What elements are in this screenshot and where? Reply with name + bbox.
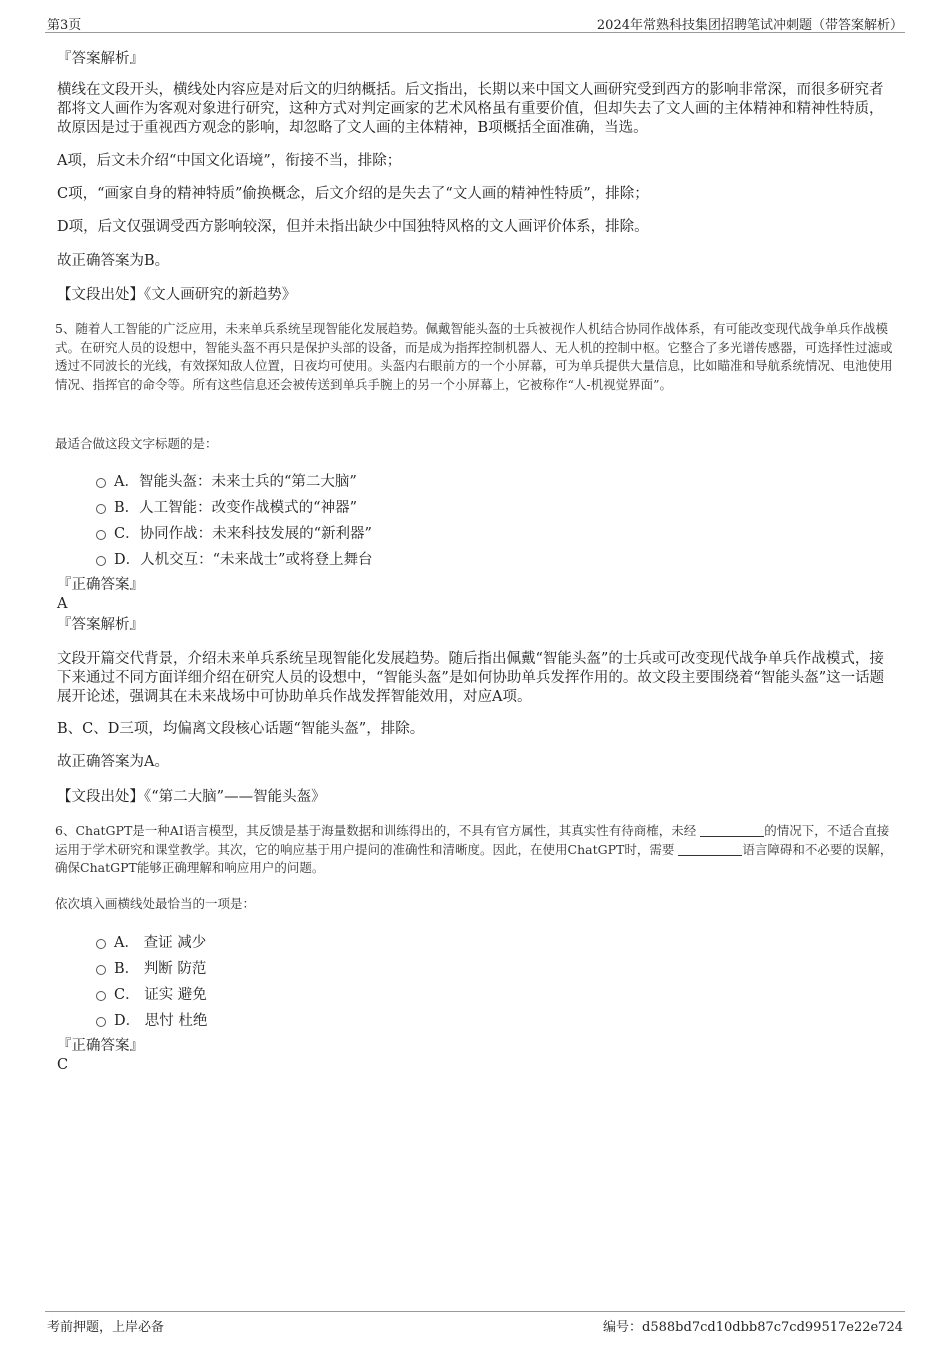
q5-option-d[interactable]: D．人机交互：“未来战士”或将登上舞台 [96, 548, 372, 569]
fill-blank-2 [678, 843, 742, 856]
q4-analysis: 横线在文段开头，横线处内容应是对后文的归纳概括。后文指出，长期以来中国文人画研究受到西方的影响非常深，而很多研究者都将文人画作为客观对象进行研究，这种方式对判定画家的艺术风格虽有重要价值，但却失去了文人画的主体精神和精神性特质，故原因是过于重视西方观念的影响，却忽略了文人画的主体精神，B项概括全面准确，当选。 [57, 82, 884, 136]
radio-icon[interactable] [96, 530, 106, 540]
q4-d-note: D项，后文仅强调受西方影响较深，但并未指出缺少中国独特风格的文人画评价体系，排除。 [57, 219, 649, 235]
q5-analysis-label: 『答案解析』 [57, 617, 144, 633]
q5-bcd-note: B、C、D三项，均偏离文段核心话题“智能头盔”，排除。 [57, 721, 425, 737]
q5-conclusion: 故正确答案为A。 [57, 754, 169, 770]
page-footer [45, 1311, 905, 1336]
q5-question: 最适合做这段文字标题的是： [55, 436, 218, 451]
radio-icon[interactable] [96, 991, 106, 1001]
q4-conclusion: 故正确答案为B。 [57, 253, 170, 269]
q5-answer: A [57, 596, 68, 612]
radio-icon[interactable] [96, 1017, 106, 1027]
q6-question: 依次填入画横线处最恰当的一项是： [55, 896, 256, 911]
radio-icon[interactable] [96, 504, 106, 514]
q5-option-c[interactable]: C．协同作战：未来科技发展的“新利器” [96, 522, 372, 543]
q5-option-b[interactable]: B．人工智能：改变作战模式的“神器” [96, 496, 357, 517]
q5-source: 【文段出处】《“第二大脑”——智能头盔》 [57, 789, 326, 805]
q6-answer-label: 『正确答案』 [57, 1038, 144, 1054]
radio-icon[interactable] [96, 939, 106, 949]
q5-stem: 5、随着人工智能的广泛应用，未来单兵系统呈现智能化发展趋势。佩戴智能头盔的士兵被视作人机结合协同作战体系，有可能改变现代战争单兵作战模式。在研究人员的设想中，智能头盔不再只是保护头部的设备，而是成为指挥控制机器人、无人机的控制中枢。它整合了多光谱传感器，可选择性过滤或透过不同波长的光线，有效探知敌人位置，日夜均可使用。头盔内右眼前方的一个小屏幕，可为单兵提供大量信息，比如瞄准和导航系统情况、电池使用情况、指挥官的命令等。所有这些信息还会被传送到单兵手腕上的另一个小屏幕上，它被称作“人-机视觉界面”。 [55, 321, 893, 392]
radio-icon[interactable] [96, 965, 106, 975]
q6-option-b[interactable]: B． 判断 防范 [96, 957, 206, 978]
radio-icon[interactable] [96, 556, 106, 566]
q4-analysis-label: 『答案解析』 [57, 51, 144, 67]
q4-a-note: A项，后文未介绍“中国文化语境”，衔接不当，排除； [57, 153, 402, 169]
q6-stem: 6、ChatGPT是一种AI语言模型，其反馈是基于海量数据和训练得出的，不具有官方属性，其真实性有待商榷，未经 的情况下，不适合直接运用于学术研究和课堂教学。其次，它的响应基于用户提问的准确性和清晰度。因此，在使用ChatGPT时，需要 语言障碍和不必要的误解，确保ChatGPT能够正确理解和响应用户的问题。 [55, 823, 893, 875]
footer-slogan: 考前押题，上岸必备 [47, 1320, 165, 1335]
page-number: 第3页 [47, 18, 82, 33]
q6-option-c[interactable]: C． 证实 避免 [96, 983, 207, 1004]
q5-answer-label: 『正确答案』 [57, 577, 144, 593]
footer-code: 编号：d588bd7cd10dbb87c7cd99517e22e724 [603, 1320, 903, 1335]
radio-icon[interactable] [96, 478, 106, 488]
q6-option-a[interactable]: A． 查证 减少 [96, 931, 206, 952]
q6-option-d[interactable]: D． 思忖 杜绝 [96, 1009, 207, 1030]
q5-option-a[interactable]: A．智能头盔：未来士兵的“第二大脑” [96, 470, 357, 491]
page-header [45, 12, 905, 33]
document-title: 2024年常熟科技集团招聘笔试冲刺题（带答案解析） [596, 18, 903, 33]
q4-source: 【文段出处】《文人画研究的新趋势》 [57, 287, 297, 303]
q4-c-note: C项，“画家自身的精神特质”偷换概念，后文介绍的是失去了“文人画的精神性特质”，排除； [57, 186, 649, 202]
q6-answer: C [57, 1057, 69, 1073]
fill-blank-1 [700, 824, 764, 837]
q5-analysis: 文段开篇交代背景，介绍未来单兵系统呈现智能化发展趋势。随后指出佩戴“智能头盔”的士兵或可改变现代战争单兵作战模式，接下来通过不同方面详细介绍在研究人员的设想中，“智能头盔”是如何协助单兵发挥作用的。故文段主要围绕着“智能头盔”这一话题展开论述，强调其在未来战场中可协助单兵作战发挥智能效用，对应A项。 [57, 651, 885, 705]
